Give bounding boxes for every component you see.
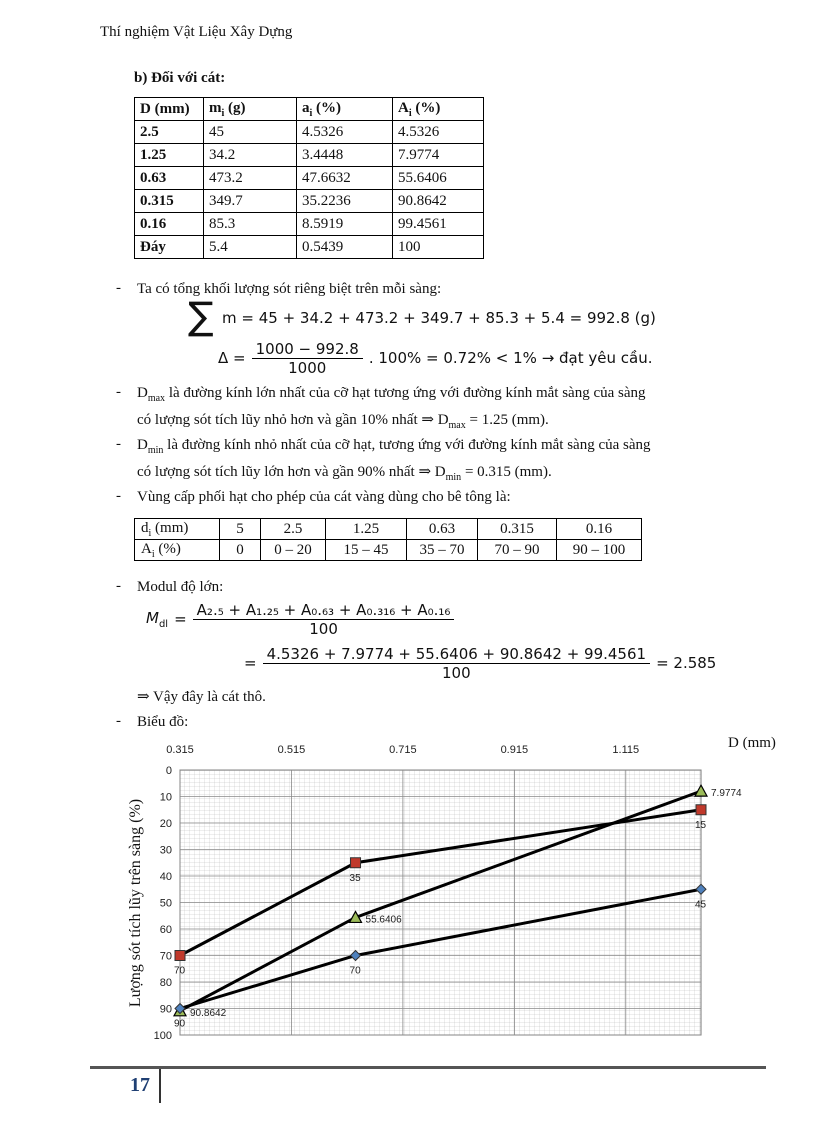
grading-cell: 0 – 20 (261, 540, 326, 561)
grading-label-a-unit: (%) (154, 540, 181, 557)
dmin-sub: min (147, 445, 164, 456)
data-label: 35 (349, 872, 361, 884)
data-point-square (351, 858, 361, 868)
section-title: b) Đối với cát: (134, 70, 226, 86)
grading-cell: 5 (220, 519, 261, 540)
data-label: 45 (695, 899, 707, 911)
table-cell: 0.63 (135, 167, 204, 190)
y-tick-label: 10 (159, 791, 172, 804)
table-cell: 90.8642 (393, 190, 484, 213)
chart-intro: Biểu đồ: (137, 714, 189, 730)
table-cell: 85.3 (204, 213, 297, 236)
data-point-square (696, 805, 706, 815)
grading-cell: 35 – 70 (407, 540, 478, 561)
delta-denominator: 1000 (288, 358, 327, 377)
data-label: 55.6406 (365, 914, 402, 926)
table-cell: 55.6406 (393, 167, 484, 190)
table-cell: 0.5439 (297, 236, 393, 259)
grading-cell: 15 – 45 (326, 540, 407, 561)
delta-rhs: . 100% = 0.72% < 1% → đạt yêu cầu. (368, 349, 653, 367)
sum-symbol: ∑ (188, 294, 214, 338)
col-header-a-small (297, 98, 393, 121)
col-header-m-unit: (g) (224, 99, 246, 116)
col-header-acum-unit: (%) (411, 99, 441, 116)
data-label: 70 (349, 965, 361, 977)
table-cell: 1.25 (135, 144, 204, 167)
table-cell: 3.4448 (297, 144, 393, 167)
data-label: 90 (174, 1018, 186, 1030)
table-row (135, 167, 484, 190)
mdl-fraction (193, 601, 455, 638)
grading-row-d (135, 519, 642, 540)
footer-divider (159, 1069, 161, 1103)
grading-cell: 90 – 100 (557, 540, 642, 561)
data-label: 90.8642 (190, 1007, 227, 1019)
x-tick-label: 1.115 (612, 744, 640, 756)
table-cell: 34.2 (204, 144, 297, 167)
table-cell: Đáy (135, 236, 204, 259)
delta-equation (218, 336, 652, 380)
dmax-line2-text: có lượng sót tích lũy nhỏ hơn và gần 10% nhất ⇒ D (137, 412, 449, 428)
y-tick-label: 90 (159, 1003, 172, 1016)
mdl-result: = 2.585 (656, 654, 717, 672)
mdl-numerator: A₂.₅ + A₁.₂₅ + A₀.₆₃ + A₀.₃₁₆ + A₀.₁₆ (193, 601, 455, 620)
table-row (135, 144, 484, 167)
y-tick-label: 40 (159, 871, 172, 883)
y-axis-ticks (154, 765, 172, 1042)
grading-label-a-letter: A (141, 540, 152, 557)
table-cell: 47.6632 (297, 167, 393, 190)
col-header-m-letter: m (209, 99, 222, 116)
data-label: 15 (695, 819, 707, 831)
dmin-line1 (137, 434, 777, 462)
mdl-calc (244, 640, 716, 686)
table-cell: 4.5326 (393, 121, 484, 144)
grading-label-a-sub: i (151, 548, 155, 560)
grading-cell: 0.16 (557, 519, 642, 540)
conclusion: ⇒ Vậy đây là cát thô. (137, 689, 266, 705)
dmin-line2-text: có lượng sót tích lũy lớn hơn và gần 90% nhất ⇒ D (137, 464, 446, 480)
grading-cell: 0.63 (407, 519, 478, 540)
table-cell: 35.2236 (297, 190, 393, 213)
mdl-denominator: 100 (309, 619, 338, 638)
col-header-a-letter: a (302, 99, 310, 116)
delta-fraction (252, 340, 363, 377)
gradation-chart (120, 735, 790, 1055)
dmin-text: là đường kính nhỏ nhất của cỡ hạt, tương ứng với đường kính mắt sàng của sàng (163, 437, 651, 453)
col-header-a-cumulative (393, 98, 484, 121)
x-tick-label: 0.515 (277, 744, 306, 756)
delta-numerator: 1000 − 992.8 (252, 340, 363, 359)
data-label: 70 (174, 965, 186, 977)
grading-label-d-sub: i (148, 527, 152, 539)
bullet-zone: - (116, 488, 121, 504)
table-cell: 45 (204, 121, 297, 144)
table-row (135, 190, 484, 213)
delta-lhs: Δ = (218, 349, 246, 367)
table-cell: 0.16 (135, 213, 204, 236)
y-axis-label: Lượng sót tích lũy trên sàng (%) (127, 798, 144, 1008)
y-tick-label: 80 (159, 977, 172, 989)
grading-cell: 1.25 (326, 519, 407, 540)
grading-cell: 0.315 (478, 519, 557, 540)
grading-cell: 0 (220, 540, 261, 561)
table-cell: 100 (393, 236, 484, 259)
col-header-m-sub: i (221, 107, 225, 119)
y-tick-label: 30 (159, 844, 172, 857)
mdl-formula (146, 596, 454, 642)
mdl-lhs-symbol: M (146, 608, 159, 627)
dmax-line2 (137, 409, 777, 437)
dmax-line1 (137, 382, 777, 410)
table-cell: 4.5326 (297, 121, 393, 144)
dmin-line2 (137, 461, 777, 489)
table-cell: 473.2 (204, 167, 297, 190)
table-cell: 99.4561 (393, 213, 484, 236)
data-label: 7.9774 (711, 788, 742, 800)
col-header-acum-letter: A (398, 99, 409, 116)
mdl-lhs-sub: dl (158, 618, 169, 630)
table-cell: 7.9774 (393, 144, 484, 167)
mdl-numerator-values: 4.5326 + 7.9774 + 55.6406 + 90.8642 + 99.4561 (263, 645, 650, 664)
dmax-sub: max (147, 393, 166, 404)
page-number: 17 (130, 1074, 150, 1096)
table-cell: 8.5919 (297, 213, 393, 236)
dmax-line2-sub: max (448, 420, 466, 431)
grading-cell: 2.5 (261, 519, 326, 540)
col-header-d: D (mm) (135, 98, 204, 121)
bullet-chart: - (116, 713, 121, 729)
table-cell: 0.315 (135, 190, 204, 213)
table-row (135, 213, 484, 236)
sieve-table (134, 97, 484, 259)
col-header-a-unit: (%) (312, 99, 342, 116)
page-header-title: Thí nghiệm Vật Liệu Xây Dựng (100, 24, 293, 40)
table-row (135, 236, 484, 259)
bullet-total: - (116, 280, 121, 296)
col-header-acum-sub: i (408, 107, 412, 119)
y-tick-label: 70 (159, 950, 172, 963)
mdl-fraction-values (263, 645, 650, 682)
grading-label-d (135, 519, 220, 540)
x-tick-label: 0.715 (389, 744, 417, 756)
total-intro: Ta có tổng khối lượng sót riêng biệt trên mỗi sàng: (137, 281, 442, 297)
col-header-m (204, 98, 297, 121)
bullet-dmax: - (116, 384, 121, 400)
x-axis-label: D (mm) (728, 735, 776, 751)
grading-zone-table (134, 518, 642, 561)
y-tick-label: 60 (159, 924, 172, 936)
grading-label-a (135, 540, 220, 561)
y-tick-label: 0 (165, 765, 172, 777)
grading-label-d-letter: d (141, 519, 149, 536)
table-cell: 2.5 (135, 121, 204, 144)
grading-row-a (135, 540, 642, 561)
mdl-eq2: = (244, 654, 257, 672)
y-tick-label: 20 (159, 818, 172, 830)
sum-equation: m = 45 + 34.2 + 473.2 + 349.7 + 85.3 + 5.4 = 992.8 (g) (222, 309, 656, 327)
x-axis-ticks (166, 744, 639, 756)
table-row (135, 121, 484, 144)
bullet-dmin: - (116, 436, 121, 452)
dmin-symbol: D (137, 437, 148, 453)
modul-intro: Modul độ lớn: (137, 579, 224, 595)
dmax-result: = 1.25 (mm). (465, 412, 549, 428)
data-point-square (175, 951, 185, 961)
mdl-denominator-values: 100 (442, 663, 471, 682)
y-tick-label: 50 (159, 897, 172, 910)
x-tick-label: 0.315 (166, 744, 194, 756)
zone-intro: Vùng cấp phối hạt cho phép của cát vàng dùng cho bê tông là: (137, 489, 511, 505)
dmin-result: = 0.315 (mm). (461, 464, 552, 480)
table-cell: 5.4 (204, 236, 297, 259)
grading-label-d-unit: (mm) (151, 519, 189, 536)
mdl-eq: = (174, 610, 187, 628)
bullet-modul: - (116, 578, 121, 594)
table-cell: 349.7 (204, 190, 297, 213)
dmax-text: là đường kính lớn nhất của cỡ hạt tương ứng với đường kính mắt sàng của sàng (165, 385, 646, 401)
x-tick-label: 0.915 (500, 744, 529, 756)
grading-cell: 70 – 90 (478, 540, 557, 561)
dmin-line2-sub: min (445, 472, 462, 483)
y-tick-label: 100 (153, 1030, 172, 1042)
mdl-lhs (146, 609, 168, 630)
footer-rule (90, 1066, 766, 1069)
dmax-symbol: D (137, 385, 148, 401)
col-header-a-sub: i (309, 107, 313, 119)
table-header-row (135, 98, 484, 121)
